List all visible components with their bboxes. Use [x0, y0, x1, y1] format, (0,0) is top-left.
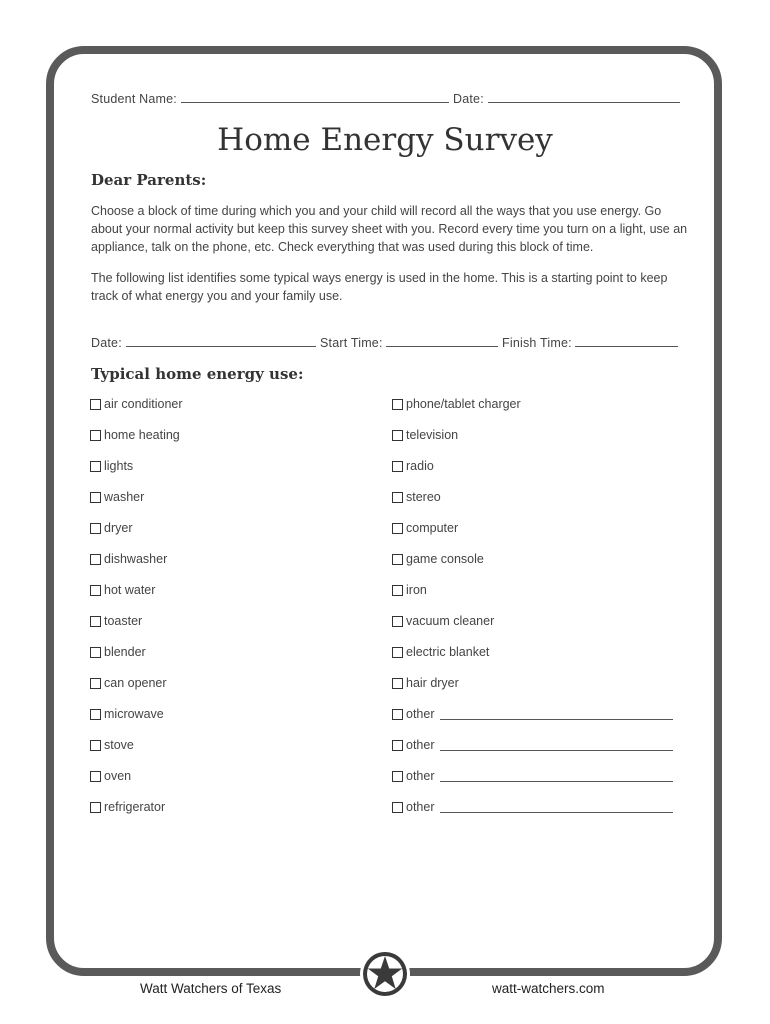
list-item-microwave	[90, 707, 164, 721]
checkbox-icon[interactable]	[90, 802, 101, 813]
list-item-toaster	[90, 614, 142, 628]
list-item-label: computer	[406, 521, 459, 535]
list-item-label: oven	[104, 769, 132, 783]
footer-website[interactable]: watt-watchers.com	[492, 981, 605, 996]
checkbox-icon[interactable]	[90, 554, 101, 565]
list-item-label: lights	[104, 459, 134, 473]
list-item-other-2	[392, 738, 673, 752]
paragraph-list-intro: The following list identifies some typical ways energy is used in the home. This is a starting point to keep track of what energy you and your family use.	[91, 271, 668, 303]
checkbox-icon[interactable]	[392, 740, 403, 751]
list-item-phone-charger	[392, 397, 521, 411]
list-item-label: dishwasher	[104, 552, 168, 566]
list-item-label: hair dryer	[406, 676, 459, 690]
header-date-line	[453, 91, 680, 106]
start-time-field[interactable]	[386, 335, 498, 347]
list-item-label: television	[406, 428, 459, 442]
paragraph-instructions: Choose a block of time during which you and your child will record all the ways that you use energy. Go about your normal activity but keep this survey sheet with you. Record every time you turn on a light, use an appliance, talk on the phone, etc. Check everything that was used during this block of time.	[91, 204, 688, 254]
other-field[interactable]	[440, 708, 673, 720]
list-item-can-opener	[90, 676, 167, 690]
list-item-stove	[90, 738, 134, 752]
checkbox-icon[interactable]	[392, 430, 403, 441]
other-field[interactable]	[440, 739, 673, 751]
list-item-dryer	[90, 521, 132, 535]
list-item-label: blender	[104, 645, 146, 659]
header-date-label: Date:	[453, 92, 484, 106]
list-item-label: can opener	[104, 676, 167, 690]
checkbox-icon[interactable]	[392, 461, 403, 472]
list-item-label: refrigerator	[104, 800, 166, 814]
checkbox-icon[interactable]	[90, 585, 101, 596]
checkbox-icon[interactable]	[90, 399, 101, 410]
footer-org: Watt Watchers of Texas	[140, 981, 282, 996]
checkbox-icon[interactable]	[90, 647, 101, 658]
list-heading: Typical home energy use:	[91, 365, 304, 383]
checkbox-icon[interactable]	[90, 461, 101, 472]
list-item-label: vacuum cleaner	[406, 614, 495, 628]
list-item-label: electric blanket	[406, 645, 490, 659]
list-item-blender	[90, 645, 146, 659]
list-item-label: hot water	[104, 583, 156, 597]
checkbox-icon[interactable]	[90, 740, 101, 751]
list-item-home-heating	[90, 428, 180, 442]
checkbox-icon[interactable]	[392, 647, 403, 658]
checkbox-icon[interactable]	[392, 616, 403, 627]
star-in-circle-icon	[359, 948, 411, 1000]
list-item-lights	[90, 459, 133, 473]
start-time-label: Start Time:	[320, 336, 383, 350]
start-time-line	[320, 335, 498, 350]
checkbox-icon[interactable]	[392, 585, 403, 596]
time-date-line	[91, 335, 316, 350]
checkbox-icon[interactable]	[90, 492, 101, 503]
list-item-iron	[392, 583, 427, 597]
time-date-label: Date:	[91, 336, 122, 350]
list-item-label: phone/tablet charger	[406, 397, 521, 411]
list-item-label: air conditioner	[104, 397, 183, 411]
list-item-refrigerator	[90, 800, 165, 814]
checkbox-icon[interactable]	[392, 678, 403, 689]
list-item-electric-blanket	[392, 645, 489, 659]
list-item-label: iron	[406, 583, 427, 597]
checkbox-icon[interactable]	[90, 771, 101, 782]
other-field[interactable]	[440, 770, 673, 782]
list-item-label: washer	[104, 490, 145, 504]
finish-time-line	[502, 335, 678, 350]
checkbox-icon[interactable]	[90, 709, 101, 720]
student-name-label: Student Name:	[91, 92, 177, 106]
list-item-label: other	[406, 738, 435, 752]
list-item-label: game console	[406, 552, 484, 566]
list-item-radio	[392, 459, 434, 473]
list-item-label: stove	[104, 738, 134, 752]
checkbox-icon[interactable]	[90, 523, 101, 534]
list-item-label: other	[406, 800, 435, 814]
list-item-other-4	[392, 800, 673, 814]
checkbox-icon[interactable]	[90, 616, 101, 627]
list-item-other-1	[392, 707, 673, 721]
list-item-television	[392, 428, 458, 442]
other-field[interactable]	[440, 801, 673, 813]
list-item-oven	[90, 769, 131, 783]
page-title: Home Energy Survey	[217, 122, 553, 158]
checkbox-icon[interactable]	[392, 802, 403, 813]
list-item-label: other	[406, 707, 435, 721]
salutation: Dear Parents:	[91, 171, 207, 189]
list-item-label: dryer	[104, 521, 133, 535]
finish-time-field[interactable]	[575, 335, 678, 347]
student-name-line	[91, 91, 449, 106]
list-item-label: home heating	[104, 428, 180, 442]
list-item-hot-water	[90, 583, 155, 597]
list-item-game-console	[392, 552, 484, 566]
checkbox-icon[interactable]	[392, 492, 403, 503]
list-item-hair-dryer	[392, 676, 459, 690]
checkbox-icon[interactable]	[392, 709, 403, 720]
checkbox-icon[interactable]	[392, 399, 403, 410]
checkbox-icon[interactable]	[90, 678, 101, 689]
list-item-dishwasher	[90, 552, 167, 566]
list-item-label: radio	[406, 459, 434, 473]
list-item-air-conditioner	[90, 397, 183, 411]
list-item-stereo	[392, 490, 441, 504]
checkbox-icon[interactable]	[392, 771, 403, 782]
list-item-vacuum-cleaner	[392, 614, 494, 628]
student-name-field[interactable]	[181, 91, 449, 103]
checkbox-icon[interactable]	[392, 523, 403, 534]
time-date-field[interactable]	[126, 335, 316, 347]
list-item-label: microwave	[104, 707, 164, 721]
list-item-label: stereo	[406, 490, 441, 504]
list-item-other-3	[392, 769, 673, 783]
finish-time-label: Finish Time:	[502, 336, 572, 350]
list-item-label: toaster	[104, 614, 143, 628]
list-item-computer	[392, 521, 458, 535]
checkbox-icon[interactable]	[90, 430, 101, 441]
checkbox-icon[interactable]	[392, 554, 403, 565]
header-date-field[interactable]	[488, 91, 680, 103]
list-item-label: other	[406, 769, 435, 783]
list-item-washer	[90, 490, 144, 504]
